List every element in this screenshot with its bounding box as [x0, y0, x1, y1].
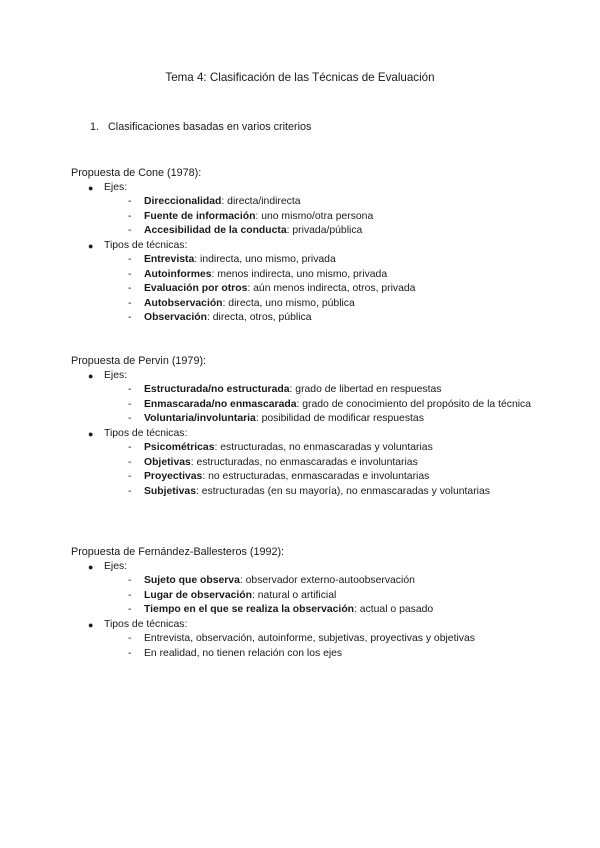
tipos-label: Tipos de técnicas: — [104, 427, 188, 439]
list-item-ejes — [71, 369, 531, 384]
item-term: Observación — [144, 312, 207, 323]
item-term: Subjetivas — [144, 485, 196, 497]
section-title: Propuesta de Cone (1978): — [71, 167, 202, 179]
item-desc: : privada/pública — [286, 225, 363, 236]
list-item — [71, 589, 531, 604]
bullet-icon: ● — [88, 182, 94, 193]
list-item — [71, 224, 531, 239]
list-item — [71, 603, 531, 618]
item-term: Evaluación por otros — [144, 283, 248, 294]
list-item-ejes — [71, 560, 531, 575]
list-item — [71, 574, 531, 589]
item-desc: : observador externo-autoobservación — [239, 575, 415, 586]
ejes-label: Ejes: — [104, 369, 128, 381]
ejes-label: Ejes: — [104, 181, 128, 193]
section-pervin — [71, 354, 531, 499]
item-desc: : estructuradas (en su mayoría), no enmascaradas y voluntarias — [195, 485, 490, 497]
dash-icon: - — [128, 225, 132, 236]
list-item — [71, 311, 531, 326]
item-desc: : no estructuradas, enmascaradas e involuntarias — [202, 471, 430, 482]
list-item — [71, 282, 531, 297]
list-item — [71, 210, 531, 225]
list-item-tipos — [71, 239, 531, 254]
item-desc: : estructuradas, no enmascaradas e involuntarias — [190, 456, 418, 468]
list-item — [71, 632, 531, 647]
dash-icon: - — [128, 575, 132, 586]
dash-icon: - — [128, 485, 132, 497]
item-term: Enmascarada/no enmascarada — [144, 398, 297, 410]
dash-icon: - — [128, 210, 132, 222]
section-fernandez-ballesteros — [71, 545, 531, 661]
item-term: Fuente de información — [144, 210, 256, 222]
list-item-ejes — [71, 181, 531, 196]
item-term: Estructurada/no estructurada — [144, 384, 290, 395]
dash-icon: - — [128, 398, 132, 410]
item-desc: : estructuradas, no enmascaradas y voluntarias — [214, 442, 433, 453]
dash-icon: - — [128, 471, 132, 482]
item-term: Sujeto que observa — [144, 575, 240, 586]
dash-icon: - — [128, 283, 132, 294]
item-term: Autobservación — [144, 297, 223, 309]
bullet-icon: ● — [88, 240, 94, 251]
item-desc: : natural o artificial — [251, 589, 337, 601]
item-desc: : grado de conocimiento del propósito de la técnica — [296, 398, 531, 410]
item-desc: : directa, otros, pública — [206, 312, 312, 323]
list-item — [71, 647, 531, 662]
item-term: Psicométricas — [144, 442, 215, 453]
dash-icon: - — [128, 268, 132, 280]
dash-icon: - — [128, 297, 132, 309]
numbered-heading-number: 1. — [90, 121, 100, 133]
document-title: Tema 4: Clasificación de las Técnicas de Evaluación — [165, 71, 435, 84]
dash-icon: - — [128, 647, 132, 659]
dash-icon: - — [128, 384, 132, 395]
dash-icon: - — [128, 589, 132, 601]
item-desc: : directa, uno mismo, pública — [222, 297, 355, 309]
list-item — [71, 268, 531, 283]
ejes-label: Ejes: — [104, 560, 128, 572]
item-term: Autoinformes — [144, 268, 212, 280]
numbered-heading-text: Clasificaciones basadas en varios criterios — [108, 121, 312, 133]
list-item-tipos — [71, 618, 531, 633]
item-term: Objetivas — [144, 456, 191, 468]
item-term: Accesibilidad de la conducta — [144, 225, 287, 236]
list-item — [71, 297, 531, 312]
list-item — [71, 441, 531, 456]
dash-icon: - — [128, 196, 132, 207]
bullet-icon: ● — [88, 561, 94, 572]
item-desc: Entrevista, observación, autoinforme, subjetivas, proyectivas y objetivas — [144, 633, 475, 644]
list-item — [71, 253, 531, 268]
list-item — [71, 412, 531, 427]
bullet-icon: ● — [88, 619, 94, 630]
list-item-tipos — [71, 427, 531, 442]
item-desc: : menos indirecta, uno mismo, privada — [211, 268, 388, 280]
dash-icon: - — [128, 633, 132, 644]
tipos-label: Tipos de técnicas: — [104, 618, 188, 630]
bullet-icon: ● — [88, 370, 94, 381]
section-title: Propuesta de Fernández-Ballesteros (1992): — [71, 546, 285, 558]
item-desc: : posibilidad de modificar respuestas — [255, 413, 424, 424]
item-desc: : actual o pasado — [354, 604, 434, 615]
dash-icon: - — [128, 456, 132, 468]
item-desc: : uno mismo/otra persona — [255, 210, 374, 222]
item-term: Direccionalidad — [144, 196, 222, 207]
item-desc: En realidad, no tienen relación con los ejes — [144, 647, 343, 659]
numbered-heading — [90, 120, 311, 135]
item-desc: : indirecta, uno mismo, privada — [194, 254, 336, 265]
item-term: Entrevista — [144, 254, 195, 265]
dash-icon: - — [128, 254, 132, 265]
section-title: Propuesta de Pervin (1979): — [71, 355, 207, 367]
section-cone — [71, 166, 531, 326]
dash-icon: - — [128, 442, 132, 453]
tipos-label: Tipos de técnicas: — [104, 239, 188, 251]
list-item — [71, 383, 531, 398]
list-item — [71, 195, 531, 210]
bullet-icon: ● — [88, 428, 94, 439]
item-desc: : grado de libertad en respuestas — [289, 384, 442, 395]
list-item — [71, 456, 531, 471]
list-item — [71, 398, 531, 413]
item-term: Tiempo en el que se realiza la observación — [144, 604, 355, 615]
dash-icon: - — [128, 413, 132, 424]
item-term: Proyectivas — [144, 471, 203, 482]
item-term: Lugar de observación — [144, 589, 252, 601]
item-desc: : aún menos indirecta, otros, privada — [247, 283, 416, 294]
item-desc: : directa/indirecta — [221, 196, 301, 207]
list-item — [71, 485, 531, 500]
list-item — [71, 470, 531, 485]
item-term: Voluntaria/involuntaria — [144, 413, 256, 424]
dash-icon: - — [128, 604, 132, 615]
dash-icon: - — [128, 312, 132, 323]
